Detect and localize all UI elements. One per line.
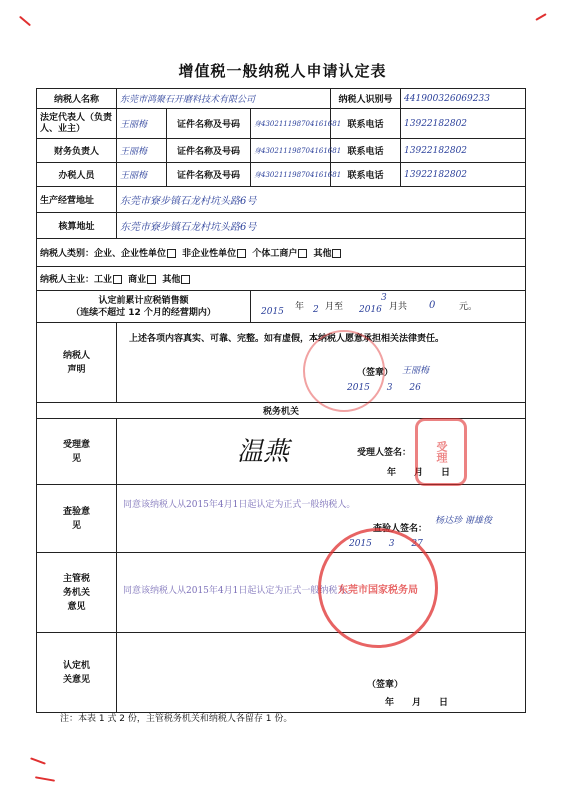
value-taxpayer-name[interactable]: 东莞市鸿聚石开磨料技术有限公司: [117, 89, 331, 109]
page-title: 增值税一般纳税人申请认定表: [178, 62, 387, 80]
value-accounting-address[interactable]: 东莞市寮步镇石龙村坑头路6号: [117, 213, 526, 239]
label-sales: [37, 291, 251, 323]
checkbox-cat-other[interactable]: [332, 249, 341, 258]
value-finance-name[interactable]: 王丽梅: [117, 139, 167, 163]
application-form-table: [36, 88, 526, 713]
label-accounting-address: 核算地址: [37, 213, 117, 239]
value-legal-rep-phone[interactable]: 13922182802: [401, 109, 526, 139]
label-acceptance: 受理意见: [37, 419, 117, 485]
red-mark-bottom-left: [30, 757, 46, 764]
label-biz-other: 其他: [162, 275, 181, 285]
label-sales-line1: 认定前累计应税销售额: [98, 295, 189, 306]
value-officer-phone[interactable]: 13922182802: [401, 163, 526, 187]
label-legal-rep-phone: 联系电话: [331, 109, 401, 139]
label-taxpayer-name: 纳税人名称: [37, 89, 117, 109]
label-finance-cert: 证件名称及号码: [167, 139, 251, 163]
competent-text: 同意该纳税人从2015年4月1日起认定为正式一般纳税人。: [123, 586, 356, 596]
acceptance-stamp: 受理: [415, 418, 467, 486]
checkbox-commerce[interactable]: [147, 275, 156, 284]
checkbox-enterprise[interactable]: [167, 249, 176, 258]
label-officer-cert: 证件名称及号码: [167, 163, 251, 187]
red-mark-top-left: [19, 16, 31, 27]
label-cat-other: 其他: [313, 249, 332, 259]
footnote: 注：本表 1 式 2 份，主管税务机关和纳税人各留存 1 份。: [60, 714, 293, 724]
label-finance-head: 财务负责人: [37, 139, 117, 163]
label-legal-rep-cert: 证件名称及号码: [167, 109, 251, 139]
label-month-total: 月共: [389, 302, 408, 312]
inspector-signature[interactable]: 杨达珍 谢雄俊: [435, 516, 492, 526]
red-mark-bottom-left-2: [35, 776, 55, 781]
label-cat-individual: 个体工商户: [252, 249, 298, 259]
value-officer-name[interactable]: 王丽梅: [117, 163, 167, 187]
label-recognition: 认定机关意见: [37, 633, 117, 713]
value-legal-rep-name[interactable]: 王丽梅: [117, 109, 167, 139]
value-legal-rep-cert[interactable]: 身430211198704161681: [251, 109, 331, 139]
inspection-date[interactable]: 2015 3 27: [349, 539, 423, 549]
label-business-address: 生产经营地址: [37, 187, 117, 213]
label-inspector-sign: 查验人签名：: [373, 524, 428, 534]
label-yuan: 元。: [459, 302, 478, 312]
value-sales-from-month[interactable]: 2: [313, 305, 319, 315]
value-finance-phone[interactable]: 13922182802: [401, 139, 526, 163]
label-competent-authority: 主管税务机关意见: [37, 553, 117, 633]
label-biz-commerce: 商业: [128, 275, 147, 285]
value-sales-to-year[interactable]: 2016: [359, 305, 382, 315]
declaration-text: 上述各项内容真实、可靠、完整。如有虚假，本纳税人愿意承担相关法律责任。: [129, 334, 445, 344]
main-business-row: [37, 267, 526, 291]
value-sales-from-year[interactable]: 2015: [261, 307, 284, 317]
value-sales-amount[interactable]: 0: [429, 300, 436, 311]
acceptor-signature[interactable]: 温燕: [237, 437, 290, 467]
red-mark-top-right: [535, 13, 546, 21]
value-taxpayer-id[interactable]: 441900326069233: [401, 89, 526, 109]
sales-period-cell: [251, 291, 526, 323]
taxpayer-category-row: [37, 239, 526, 267]
value-officer-cert[interactable]: 身430211198704161681: [251, 163, 331, 187]
label-declaration: 纳税人声明: [37, 323, 117, 403]
recognition-seal: （签章）: [367, 680, 404, 690]
label-sales-line2: （连续不超过 12 个月的经营期内）: [71, 307, 216, 318]
checkbox-industry[interactable]: [113, 275, 122, 284]
inspection-cell: [117, 485, 526, 553]
label-tax-authority: 税务机关: [37, 403, 526, 419]
recognition-cell: [117, 633, 526, 713]
inspection-text: 同意该纳税人从2015年4月1日起认定为正式一般纳税人。: [123, 500, 356, 510]
label-year-1: 年: [295, 302, 305, 312]
checkbox-biz-other[interactable]: [181, 275, 190, 284]
recognition-date: 年 月 日: [385, 698, 449, 708]
label-inspection: 查验意见: [37, 485, 117, 553]
value-business-address[interactable]: 东莞市寮步镇石龙村坑头路6号: [117, 187, 526, 213]
checkbox-individual[interactable]: [298, 249, 307, 258]
label-tax-officer: 办税人员: [37, 163, 117, 187]
tax-bureau-stamp: 东莞市国家税务局: [318, 528, 438, 648]
declaration-seal: （签章）: [357, 368, 394, 378]
label-main-business: 纳税人主业：工业: [40, 275, 113, 285]
label-acceptor-sign: 受理人签名：: [357, 448, 412, 458]
label-officer-phone: 联系电话: [331, 163, 401, 187]
value-finance-cert[interactable]: 身430211198704161681: [251, 139, 331, 163]
label-cat-non-enterprise: 非企业性单位: [182, 249, 237, 259]
label-finance-phone: 联系电话: [331, 139, 401, 163]
label-legal-rep: 法定代表人（负责人、业主）: [37, 109, 117, 139]
acceptance-cell: [117, 419, 526, 485]
label-month-to: 月至: [325, 302, 344, 312]
checkbox-non-enterprise[interactable]: [237, 249, 246, 258]
declaration-date[interactable]: 2015 3 26: [347, 383, 421, 393]
declaration-cell: [117, 323, 526, 403]
label-taxpayer-id: 纳税人识别号: [331, 89, 401, 109]
value-sales-to-month[interactable]: 3: [381, 293, 387, 303]
competent-authority-cell: [117, 553, 526, 633]
acceptance-date: 年 月 日: [387, 468, 451, 478]
declaration-signature[interactable]: 王丽梅: [402, 366, 430, 376]
label-taxpayer-category: 纳税人类别：企业、企业性单位: [40, 249, 167, 259]
